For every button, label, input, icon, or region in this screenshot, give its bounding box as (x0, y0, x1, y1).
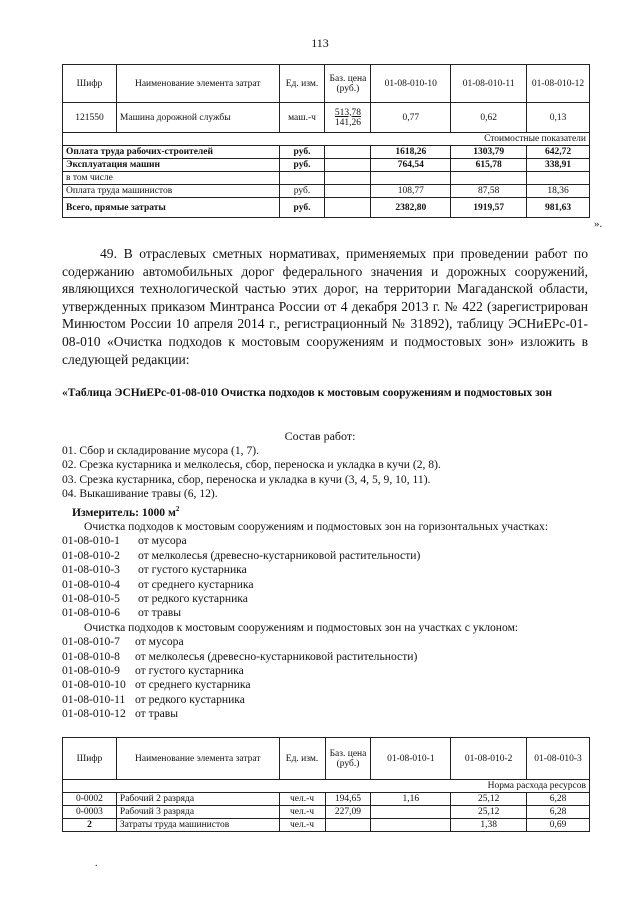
item-text: от травы (135, 707, 179, 721)
row-code: 0-0002 (63, 793, 117, 806)
header-price: Баз. цена (руб.) (325, 65, 371, 103)
table-caption: «Таблица ЭСНиЕРс-01-08-010 Очистка подходов к мостовым сооружениям и подмостовых зон (62, 387, 553, 399)
paragraph-text: В отраслевых сметных нормативах, применяемых при проведении работ по содержанию автомобильных дорог федерального значения и дорожных сооружений, являющихся технологической частью этих дорог, на территории Магаданской области, утвержденных приказом Минтранса России от 4 декабря 2013 г. № 422 (зарегистрирован Минюстом России 10 апреля 2014 г., регистрационный № 31892), таблицу ЭСНиЕРс-01-08-010 «Очистка подходов к мостовым сооружениям и подмостовых зон» изложить в следующей редакции: (62, 246, 588, 367)
list-item (62, 678, 590, 692)
item-code: 01-08-010-2 (62, 548, 120, 562)
row-v1: 1,16 (371, 793, 451, 806)
price-bottom: 141,26 (334, 117, 361, 128)
row-v2: 25,12 (451, 806, 527, 819)
item-text: от мелколесья (древесно-кустарниковой растительности) (135, 649, 418, 663)
table-row (63, 103, 590, 133)
section-row (63, 133, 590, 146)
row-v3: 338,91 (527, 159, 590, 172)
list-item (62, 664, 590, 678)
row-price (325, 103, 371, 133)
list-item (62, 549, 590, 563)
item-text: от среднего кустарника (138, 577, 254, 591)
meter-label (62, 502, 590, 520)
list-item (62, 592, 590, 606)
header-col-1: 01-08-010-10 (371, 65, 451, 103)
section-row (63, 780, 590, 793)
row-v3: 642,72 (527, 146, 590, 159)
row-code: 0-0003 (63, 806, 117, 819)
row-name: Всего, прямые затраты (63, 198, 280, 218)
header-code: Шифр (63, 738, 117, 780)
row-v2: 615,78 (451, 159, 527, 172)
row-price (325, 819, 371, 832)
row-v2: 1303,79 (451, 146, 527, 159)
row-v3: 0,69 (527, 819, 590, 832)
table-row (63, 185, 590, 198)
row-v3: 981,63 (527, 198, 590, 218)
row-unit: чел.-ч (279, 819, 325, 832)
header-col-2: 01-08-010-11 (451, 65, 527, 103)
list-item: 04. Выкашивание травы (6, 12). (62, 487, 218, 501)
price-top: 513,78 (334, 107, 361, 118)
paragraph-49 (62, 245, 588, 368)
item-text: от травы (138, 606, 182, 620)
row-name: в том числе (63, 172, 280, 185)
header-code: Шифр (63, 65, 117, 103)
row-name: Оплата труда рабочих-строителей (63, 146, 280, 159)
item-code: 01-08-010-1 (62, 534, 120, 548)
row-v2: 87,58 (451, 185, 527, 198)
row-unit: руб. (279, 185, 325, 198)
list-item: 03. Срезка кустарника, сбор, переноска и укладка в кучи (3, 4, 5, 9, 10, 11). (62, 472, 431, 486)
list-item (62, 578, 590, 592)
header-unit: Ед. изм. (279, 738, 325, 780)
table-row (63, 819, 590, 832)
row-v1: 2382,80 (371, 198, 451, 218)
row-price: 194,65 (325, 793, 371, 806)
item-code: 01-08-010-5 (62, 591, 120, 605)
header-unit: Ед. изм. (279, 65, 325, 103)
row-v1: 0,77 (371, 103, 451, 133)
slope-title: Очистка подходов к мостовым сооружениям и подмостовых зон на участках с уклоном: (84, 620, 519, 634)
works-list (62, 444, 590, 722)
item-code: 01-08-010-12 (62, 707, 126, 721)
row-price: 227,09 (325, 806, 371, 819)
row-v1 (371, 806, 451, 819)
header-name: Наименование элемента затрат (116, 65, 279, 103)
resource-table (62, 737, 590, 832)
row-unit: чел.-ч (279, 806, 325, 819)
section-label: Норма расхода ресурсов (371, 780, 590, 793)
header-name: Наименование элемента затрат (116, 738, 279, 780)
footer-mark: . (95, 858, 98, 869)
closing-quote: ». (594, 218, 603, 230)
table-row (63, 198, 590, 218)
row-name: Рабочий 3 разряда (116, 806, 279, 819)
page-number: 113 (311, 36, 329, 50)
row-name: Машина дорожной службы (116, 103, 279, 133)
header-col-3: 01-08-010-3 (527, 738, 590, 780)
row-unit: руб. (279, 198, 325, 218)
list-item (62, 707, 590, 721)
item-code: 01-08-010-9 (62, 663, 120, 677)
list-item (62, 650, 590, 664)
item-code: 01-08-010-10 (62, 678, 126, 692)
table-header-row (63, 738, 590, 780)
table-row (63, 146, 590, 159)
table-header-row (63, 65, 590, 103)
paragraph-number: 49. (100, 246, 117, 261)
row-unit: руб. (279, 146, 325, 159)
item-text: от редкого кустарника (138, 591, 248, 605)
list-item: 02. Срезка кустарника и мелколесья, сбор, переноска и укладка в кучи (2, 8). (62, 458, 441, 472)
item-code: 01-08-010-3 (62, 563, 120, 577)
list-item (62, 606, 590, 620)
row-unit: руб. (279, 159, 325, 172)
row-unit: маш.-ч (279, 103, 325, 133)
table-row (63, 793, 590, 806)
header-col-2: 01-08-010-2 (451, 738, 527, 780)
header-col-1: 01-08-010-1 (371, 738, 451, 780)
item-code: 01-08-010-6 (62, 606, 120, 620)
row-v1 (371, 819, 451, 832)
table-row (63, 806, 590, 819)
horizontal-title: Очистка подходов к мостовым сооружениям и подмостовых зон на горизонтальных участках: (84, 519, 549, 533)
row-v2: 0,62 (451, 103, 527, 133)
table-row (63, 159, 590, 172)
header-col-3: 01-08-010-12 (527, 65, 590, 103)
row-v3: 6,28 (527, 806, 590, 819)
section-label: Стоимостные показатели (451, 133, 590, 146)
meter-text: Измеритель: 1000 м (72, 505, 176, 519)
list-item (62, 534, 590, 548)
list-item (62, 563, 590, 577)
row-v3: 18,36 (527, 185, 590, 198)
row-v1: 764,54 (371, 159, 451, 172)
row-unit: чел.-ч (279, 793, 325, 806)
item-text: от густого кустарника (135, 663, 244, 677)
row-code: 2 (63, 819, 117, 832)
item-code: 01-08-010-11 (62, 692, 126, 706)
header-price: Баз. цена (руб.) (325, 738, 371, 780)
cost-table-top (62, 64, 590, 218)
item-text: от мусора (138, 534, 187, 548)
row-v3: 0,13 (527, 103, 590, 133)
meter-sup: 2 (175, 504, 180, 513)
row-name: Рабочий 2 разряда (116, 793, 279, 806)
row-code: 121550 (63, 103, 117, 133)
row-v2: 1,38 (451, 819, 527, 832)
list-item (62, 635, 590, 649)
row-name: Эксплуатация машин (63, 159, 280, 172)
table-row (63, 172, 590, 185)
row-v2: 25,12 (451, 793, 527, 806)
row-v2: 1919,57 (451, 198, 527, 218)
list-item: 01. Сбор и складирование мусора (1, 7). (62, 444, 260, 457)
item-text: от мусора (135, 635, 184, 649)
row-v3: 6,28 (527, 793, 590, 806)
item-code: 01-08-010-8 (62, 649, 120, 663)
item-text: от редкого кустарника (135, 692, 245, 706)
row-v1: 1618,26 (371, 146, 451, 159)
row-name: Оплата труда машинистов (63, 185, 280, 198)
row-name: Затраты труда машинистов (116, 819, 279, 832)
row-v1: 108,77 (371, 185, 451, 198)
item-text: от мелколесья (древесно-кустарниковой растительности) (138, 548, 421, 562)
item-code: 01-08-010-7 (62, 635, 120, 649)
item-code: 01-08-010-4 (62, 577, 120, 591)
works-title: Состав работ: (284, 429, 356, 443)
list-item (62, 693, 590, 707)
item-text: от густого кустарника (138, 563, 247, 577)
item-text: от среднего кустарника (135, 678, 251, 692)
